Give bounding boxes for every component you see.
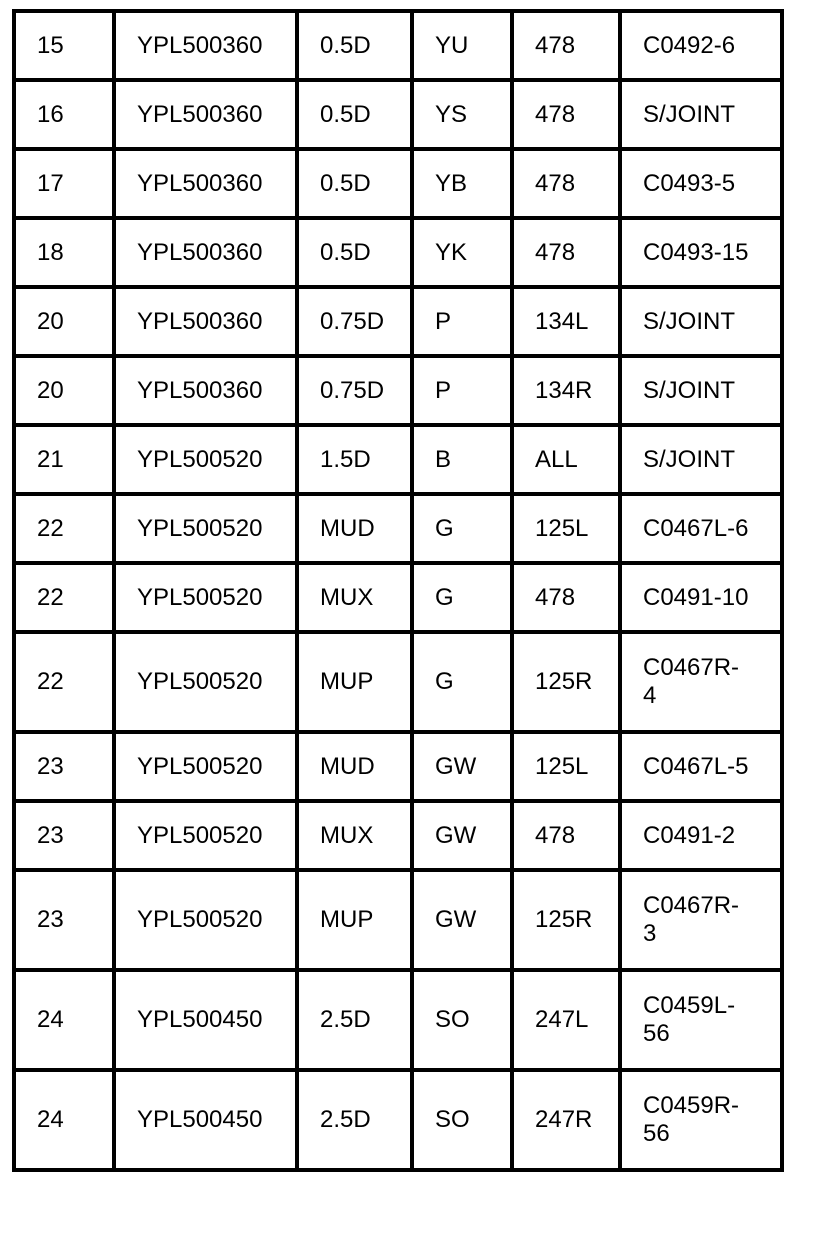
cell-circuit: 478 [512,218,620,287]
cell-number: 23 [14,870,114,970]
cell-wire-size: MUD [297,494,412,563]
table-row [14,356,782,425]
cell-number: 21 [14,425,114,494]
cell-connector: C0467L-5 [620,732,782,801]
table-row [14,80,782,149]
cell-circuit: 478 [512,563,620,632]
cell-part-number: YPL500450 [114,970,297,1070]
cell-number: 24 [14,1070,114,1170]
table-row [14,218,782,287]
cell-part-number: YPL500520 [114,632,297,732]
cell-wire-color: GW [412,870,512,970]
cell-wire-color: SO [412,970,512,1070]
cell-part-number: YPL500520 [114,425,297,494]
cell-wire-size: 1.5D [297,425,412,494]
cell-connector: C0493-5 [620,149,782,218]
cell-wire-size: MUP [297,870,412,970]
cell-wire-size: 0.5D [297,80,412,149]
cell-circuit: 247R [512,1070,620,1170]
cell-connector: C0459L- 56 [620,970,782,1070]
cell-connector: S/JOINT [620,356,782,425]
table-row [14,494,782,563]
cell-wire-size: 2.5D [297,970,412,1070]
table-row [14,732,782,801]
cell-circuit: ALL [512,425,620,494]
cell-wire-color: YB [412,149,512,218]
cell-part-number: YPL500360 [114,11,297,80]
cell-circuit: 125R [512,870,620,970]
cell-circuit: 125R [512,632,620,732]
cell-wire-color: YS [412,80,512,149]
cell-part-number: YPL500520 [114,494,297,563]
cell-part-number: YPL500360 [114,218,297,287]
cell-number: 16 [14,80,114,149]
cell-circuit: 478 [512,80,620,149]
cell-circuit: 134R [512,356,620,425]
cell-circuit: 478 [512,149,620,218]
wiring-table [12,9,784,1172]
cell-part-number: YPL500360 [114,80,297,149]
cell-connector: C0459R- 56 [620,1070,782,1170]
cell-part-number: YPL500360 [114,356,297,425]
cell-part-number: YPL500360 [114,287,297,356]
cell-part-number: YPL500360 [114,149,297,218]
cell-wire-color: B [412,425,512,494]
cell-number: 22 [14,494,114,563]
table-body [14,11,782,1170]
table-row [14,970,782,1070]
cell-number: 15 [14,11,114,80]
cell-connector: S/JOINT [620,425,782,494]
table-row [14,870,782,970]
cell-wire-color: YK [412,218,512,287]
cell-number: 17 [14,149,114,218]
cell-part-number: YPL500520 [114,801,297,870]
cell-wire-size: 0.75D [297,356,412,425]
cell-connector: S/JOINT [620,287,782,356]
cell-connector: C0467L-6 [620,494,782,563]
cell-connector: S/JOINT [620,80,782,149]
table-row [14,801,782,870]
cell-wire-color: G [412,494,512,563]
cell-connector: C0467R- 4 [620,632,782,732]
cell-number: 22 [14,632,114,732]
cell-part-number: YPL500520 [114,870,297,970]
table-row [14,632,782,732]
table-row [14,563,782,632]
cell-wire-size: MUP [297,632,412,732]
cell-number: 23 [14,732,114,801]
cell-connector: C0467R- 3 [620,870,782,970]
table-row [14,287,782,356]
cell-wire-color: GW [412,732,512,801]
cell-wire-color: SO [412,1070,512,1170]
cell-wire-size: MUX [297,801,412,870]
table-row [14,1070,782,1170]
cell-wire-color: P [412,287,512,356]
cell-wire-color: GW [412,801,512,870]
cell-connector: C0493-15 [620,218,782,287]
cell-number: 20 [14,356,114,425]
table-row [14,425,782,494]
cell-wire-color: P [412,356,512,425]
cell-circuit: 134L [512,287,620,356]
cell-connector: C0492-6 [620,11,782,80]
cell-circuit: 125L [512,732,620,801]
table-row [14,11,782,80]
cell-part-number: YPL500520 [114,563,297,632]
table-row [14,149,782,218]
cell-wire-size: 0.5D [297,149,412,218]
cell-connector: C0491-10 [620,563,782,632]
cell-wire-size: 2.5D [297,1070,412,1170]
cell-number: 20 [14,287,114,356]
cell-wire-color: G [412,563,512,632]
cell-wire-size: 0.75D [297,287,412,356]
cell-circuit: 478 [512,801,620,870]
cell-part-number: YPL500450 [114,1070,297,1170]
cell-connector: C0491-2 [620,801,782,870]
cell-number: 22 [14,563,114,632]
cell-wire-size: 0.5D [297,218,412,287]
cell-circuit: 478 [512,11,620,80]
cell-wire-size: MUD [297,732,412,801]
cell-wire-size: MUX [297,563,412,632]
cell-circuit: 247L [512,970,620,1070]
cell-wire-size: 0.5D [297,11,412,80]
cell-number: 23 [14,801,114,870]
cell-circuit: 125L [512,494,620,563]
cell-part-number: YPL500520 [114,732,297,801]
cell-number: 18 [14,218,114,287]
cell-number: 24 [14,970,114,1070]
cell-wire-color: G [412,632,512,732]
cell-wire-color: YU [412,11,512,80]
